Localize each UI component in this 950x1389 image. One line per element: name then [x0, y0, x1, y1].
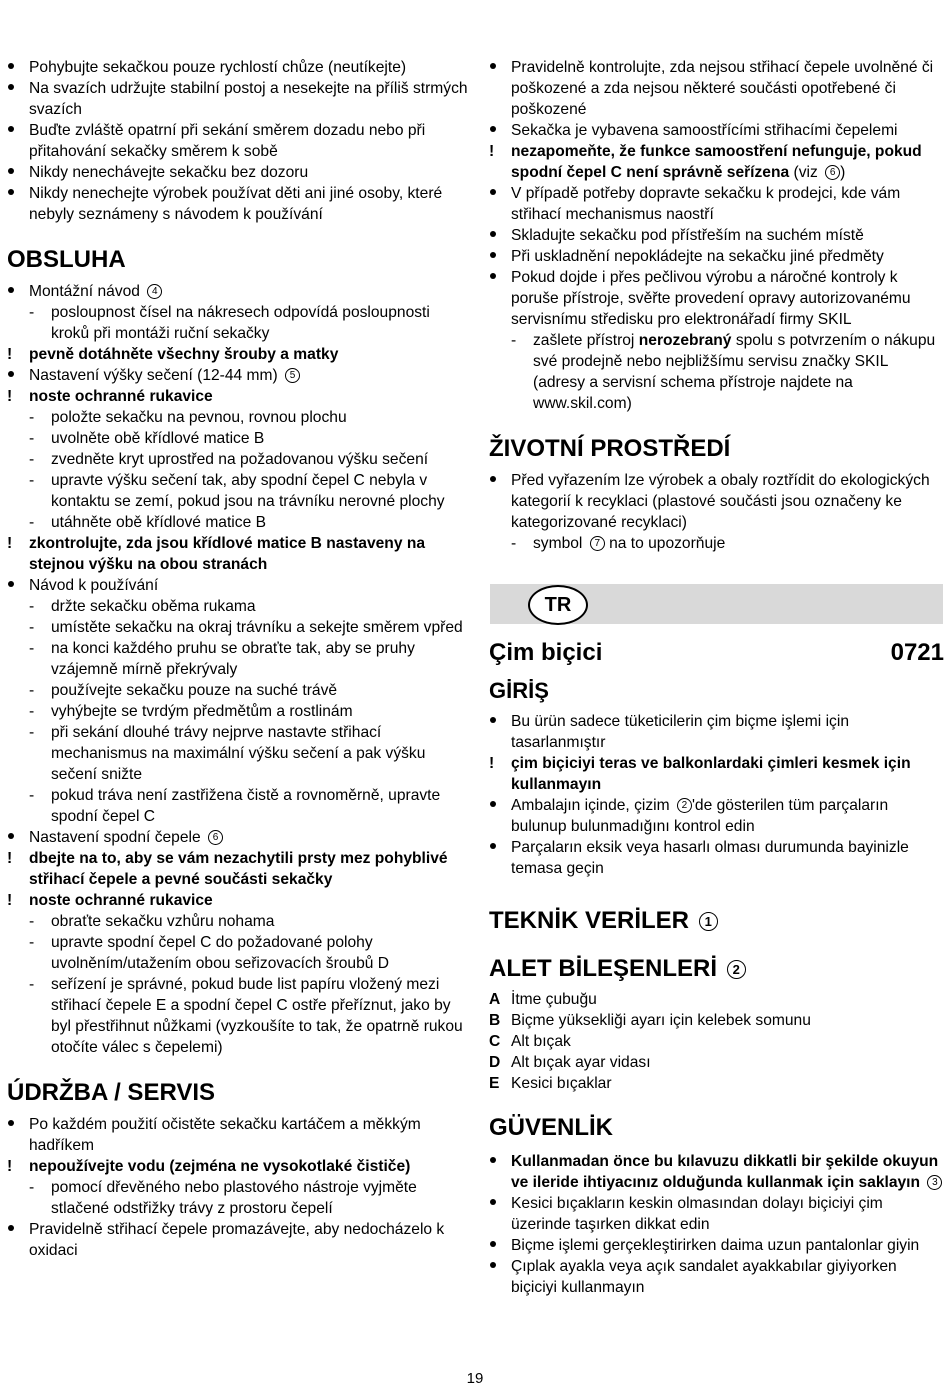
item-text: nerozebraný	[638, 332, 732, 349]
item-text: Ambalajın içinde, çizim	[511, 797, 670, 814]
dash-marker: -	[29, 409, 35, 426]
part-letter: C	[489, 1033, 501, 1050]
figure-ref-badge: 7	[590, 536, 605, 551]
dash-marker: -	[511, 535, 517, 552]
item-text: Před vyřazením lze výrobek a obaly roztřídit do ekologických kategorií k recyklaci (plastové součásti jsou označeny ke kategorizované recyklaci)	[511, 472, 930, 531]
left-column	[7, 57, 469, 1261]
bullet-marker	[7, 57, 29, 78]
item-text: utáhněte obě křídlové matice B	[51, 514, 266, 531]
figure-ref-badge: 6	[825, 165, 840, 180]
usage-steps-list	[7, 596, 469, 827]
list-subitem	[489, 533, 944, 554]
heading-text: TEKNİK VERİLER	[489, 907, 690, 934]
dash-marker: -	[29, 682, 35, 699]
warning-item	[7, 848, 469, 890]
list-subitem	[7, 470, 469, 512]
list-item	[7, 827, 469, 848]
item-text: položte sekačku na pevnou, rovnou plochu	[51, 409, 347, 426]
list-item	[489, 711, 944, 753]
item-text: Návod k používání	[29, 577, 159, 594]
item-text: Pravidelně střihací čepele promazávejte, aby nedocházelo k oxidaci	[29, 1221, 445, 1259]
list-subitem	[7, 617, 469, 638]
list-item	[489, 1256, 944, 1298]
list-item	[7, 1219, 469, 1261]
warning-item	[7, 890, 469, 911]
item-text: spolu s potvrzením o nákupu své prodejně nebo nejbližšímu servisu značky SKIL (adresy a servisní schema přístroje najdete na www.skil.com)	[533, 332, 936, 412]
item-text: 'de gösterilen tüm parçaların bulunup bulunmadığını kontrol edin	[511, 797, 889, 835]
part-letter: B	[489, 1012, 501, 1029]
item-text: Nikdy nenechejte výrobek používat děti ani jiné osoby, které nebyly seznámeny s návodem k používání	[29, 185, 443, 223]
item-text: při sekání dlouhé trávy nejprve nastavte střihací mechanismus na maximální výšku sečení a pak výšku sečení snižte	[51, 724, 426, 783]
warning-marker: !	[489, 755, 495, 772]
bullet-marker	[7, 78, 29, 99]
item-text: Nastavení spodní čepele	[29, 829, 201, 846]
list-item	[7, 120, 469, 162]
item-text: zkontrolujte, zda jsou křídlové matice B nastaveny na stejnou výšku na obou stranách	[29, 535, 426, 573]
warning-item	[7, 386, 469, 407]
bullet-marker	[7, 120, 29, 141]
item-text: dbejte na to, aby se vám nezachytili prsty mez pohyblivé střihací čepele a pevné součásti sekačky	[29, 850, 448, 888]
section-title-obsluha: OBSLUHA	[7, 246, 126, 273]
list-subitem	[7, 974, 469, 1058]
dash-marker: -	[29, 304, 35, 321]
list-item	[7, 57, 469, 78]
part-item	[489, 1031, 944, 1052]
list-item	[489, 1235, 944, 1256]
part-name: Alt bıçak	[511, 1033, 571, 1050]
item-text: Skladujte sekačku pod přístřeším na suchém místě	[511, 227, 864, 244]
item-text: Nastavení výšky sečení (12-44 mm)	[29, 367, 278, 384]
list-item	[7, 365, 469, 386]
bullet-marker	[7, 183, 29, 204]
warning-marker: !	[7, 1158, 13, 1175]
section-title-udrzba: ÚDRŽBA / SERVIS	[7, 1079, 216, 1106]
item-text: Çıplak ayakla veya açık sandalet ayakkabılar giyiyorken biçiciyi kullanmayın	[511, 1258, 897, 1296]
warning-item: ! nezapomeňte, že funkce samoostření nefunguje, pokud spodní čepel C není správně seřízena (viz 6 )	[489, 143, 922, 181]
dash-marker: -	[29, 514, 35, 531]
part-item	[489, 1010, 944, 1031]
list-subitem	[7, 722, 469, 785]
item-text: nepoužívejte vodu (zejména ne vysokotlaké čističe)	[29, 1158, 411, 1175]
item-text: Při uskladnění nepokládejte na sekačku jiné předměty	[511, 248, 884, 265]
item-text: Pokud dojde i přes pečlivou výrobu a náročné kontroly k poruše přístroje, svěřte provedení opravy autorizovanému servisnímu středisku pro elektronářadí firmy SKIL	[511, 269, 911, 328]
list-subitem	[7, 428, 469, 449]
item-text: nezapomeňte, že funkce samoostření nefunguje, pokud spodní čepel C není správně seřízena	[511, 143, 922, 181]
item-text: Na svazích udržujte stabilní postoj a nesekejte na příliš strmých svazích	[29, 80, 468, 118]
dash-marker: -	[29, 724, 35, 741]
figure-ref-badge: 1	[699, 912, 718, 931]
part-name: Biçme yüksekliği ayarı için kelebek somunu	[511, 1012, 811, 1029]
intro-bullet-list	[7, 57, 469, 225]
item-text: na konci každého pruhu se obraťte tak, aby se pruhy vzájemně mírně překrývaly	[51, 640, 415, 678]
list-subitem	[7, 407, 469, 428]
item-text: pokud tráva není zastřižena čistě a rovnoměrně, upravte spodní čepel C	[51, 787, 441, 825]
page-number: 19	[466, 1370, 484, 1387]
item-text: obraťte sekačku vzhůru nohama	[51, 913, 275, 930]
item-text: Kullanmadan önce bu kılavuzu dikkatli bir şekilde okuyun ve ileride ihtiyacınız olduğunda kullanmak için saklayın	[511, 1153, 939, 1191]
section-title-giris: GİRİŞ	[489, 678, 549, 703]
dash-marker: -	[29, 703, 35, 720]
list-item	[489, 267, 944, 330]
language-badge: TR	[528, 585, 588, 625]
figure-ref-badge: 2	[727, 960, 746, 979]
dash-marker: -	[29, 451, 35, 468]
figure-ref-badge: 4	[147, 284, 162, 299]
part-name: Alt bıçak ayar vidası	[511, 1054, 651, 1071]
part-item	[489, 1052, 944, 1073]
item-text: noste ochranné rukavice	[29, 388, 213, 405]
item-text: Bu ürün sadece tüketicilerin çim biçme işlemi için tasarlanmıştır	[511, 713, 849, 751]
item-text: Pohybujte sekačkou pouze rychlostí chůze (neutíkejte)	[29, 59, 407, 76]
list-item	[489, 795, 944, 837]
list-item	[7, 78, 469, 120]
list-subitem	[7, 449, 469, 470]
list-subitem	[7, 932, 469, 974]
part-letter: E	[489, 1075, 500, 1092]
list-subitem	[7, 701, 469, 722]
section-title-zivotni: ŽIVOTNÍ PROSTŘEDÍ	[489, 435, 731, 462]
dash-marker: -	[29, 976, 35, 993]
part-letter: D	[489, 1054, 501, 1071]
right-column	[489, 57, 944, 1298]
parts-list	[489, 989, 944, 1094]
list-item	[489, 1193, 944, 1235]
item-text: noste ochranné rukavice	[29, 892, 213, 909]
list-item	[7, 162, 469, 183]
dash-marker: -	[29, 640, 35, 657]
section-title-guvenlik: GÜVENLİK	[489, 1114, 614, 1141]
item-text: Nikdy nenechávejte sekačku bez dozoru	[29, 164, 309, 181]
warning-item	[489, 753, 944, 795]
item-text: posloupnost čísel na nákresech odpovídá posloupnosti kroků při montáži ruční sekačky	[51, 304, 430, 342]
item-text: na to upozorňuje	[609, 535, 726, 552]
list-item	[489, 837, 944, 879]
item-text: Biçme işlemi gerçekleştirirken daima uzun pantalonlar giyin	[511, 1237, 920, 1254]
item-text: Parçaların eksik veya hasarlı olması durumunda bayinizle temasa geçin	[511, 839, 909, 877]
product-title: Çim biçici	[489, 639, 603, 666]
dash-marker: -	[29, 619, 35, 636]
dash-marker: -	[29, 934, 35, 951]
product-title-row	[489, 639, 944, 667]
list-subitem	[7, 302, 469, 344]
list-item	[7, 1114, 469, 1156]
warning-marker: !	[7, 388, 13, 405]
item-text: pevně dotáhněte všechny šrouby a matky	[29, 346, 339, 363]
warning-item	[7, 1156, 469, 1177]
figure-ref-badge: 2	[677, 798, 692, 813]
list-item	[7, 575, 469, 596]
part-letter: A	[489, 991, 501, 1008]
part-item	[489, 1073, 944, 1094]
item-text: symbol	[533, 535, 583, 552]
language-band	[490, 584, 943, 624]
part-name: İtme çubuğu	[511, 991, 597, 1008]
product-model: 0721	[890, 639, 944, 666]
figure-ref-badge: 6	[208, 830, 223, 845]
warning-item	[7, 533, 469, 575]
list-item	[489, 57, 944, 120]
item-text: (viz	[793, 164, 818, 181]
item-text: používejte sekačku pouze na suché trávě	[51, 682, 338, 699]
figure-ref-badge: 3	[927, 1175, 942, 1190]
dash-marker: -	[29, 913, 35, 930]
height-steps-list	[7, 407, 469, 533]
item-text: Kesici bıçakların keskin olmasından dolayı biçiciyi çim üzerinde taşırken dikkat edin	[511, 1195, 883, 1233]
item-text: upravte spodní čepel C do požadované polohy uvolněním/utažením obou seřizovacích šroubů D	[51, 934, 390, 972]
dash-marker: -	[29, 787, 35, 804]
list-item	[7, 183, 469, 225]
item-text: upravte výšku sečení tak, aby spodní čepel C nebyla v kontaktu se zemí, pokud jsou na trávníku nerovné plochy	[51, 472, 445, 510]
warning-marker: !	[7, 346, 13, 363]
blade-steps-list	[7, 911, 469, 1058]
list-subitem	[7, 512, 469, 533]
list-item	[489, 183, 944, 225]
list-subitem	[7, 680, 469, 701]
part-name: Kesici bıçaklar	[511, 1075, 612, 1092]
warning-marker: !	[7, 850, 13, 867]
item-text: uvolněte obě křídlové matice B	[51, 430, 265, 447]
item-text: vyhýbejte se tvrdým předmětům a rostlinám	[51, 703, 353, 720]
list-subitem	[489, 330, 944, 414]
item-text: zvedněte kryt uprostřed na požadovanou výšku sečení	[51, 451, 429, 468]
list-item	[7, 281, 469, 302]
list-subitem	[7, 911, 469, 932]
item-text: Montážní návod	[29, 283, 140, 300]
list-item	[489, 225, 944, 246]
warning-marker: !	[7, 535, 13, 552]
item-text: umístěte sekačku na okraj trávníku a sekejte směrem vpřed	[51, 619, 463, 636]
section-title-alet	[489, 955, 944, 983]
bullet-marker	[7, 162, 29, 183]
list-item	[489, 120, 944, 141]
item-text: çim biçiciyi teras ve balkonlardaki çimleri kesmek için kullanmayın	[511, 755, 911, 793]
list-subitem	[7, 596, 469, 617]
warning-marker: !	[7, 892, 13, 909]
item-text: držte sekačku oběma rukama	[51, 598, 256, 615]
dash-marker: -	[29, 472, 35, 489]
dash-marker: -	[29, 1179, 35, 1196]
item-text: zašlete přístroj	[533, 332, 635, 349]
item-text: Buďte zvláště opatrní při sekání směrem dozadu nebo při přitahování sekačky směrem k sobě	[29, 122, 426, 160]
list-subitem	[7, 785, 469, 827]
list-subitem	[7, 1177, 469, 1219]
item-text: Pravidelně kontrolujte, zda nejsou střihací čepele uvolněné či poškozené a zda nejsou některé součásti opotřebené či poškozené	[511, 59, 934, 118]
list-item	[489, 246, 944, 267]
item-text: Po každém použití očistěte sekačku kartáčem a měkkým hadříkem	[29, 1116, 421, 1154]
part-item	[489, 989, 944, 1010]
item-text: seřízení je správné, pokud bude list papíru vložený mezi střihací čepele E a spodní čepel C ostře přeříznut, jako by byl přestřihnut nůžkami (vyzkoušíte to tak, že opatrně rukou otočíte válec s čepelemi)	[51, 976, 463, 1056]
item-text: pomocí dřevěného nebo plastového nástroje vyjměte stlačené odstřižky trávy z prostoru čepelí	[51, 1179, 417, 1217]
section-title-teknik	[489, 907, 944, 935]
warning-item	[7, 344, 469, 365]
list-item	[489, 1151, 944, 1193]
warning-marker: !	[489, 143, 495, 160]
item-text: V případě potřeby dopravte sekačku k prodejci, kde vám střihací mechanismus naostří	[511, 185, 901, 223]
item-text: Sekačka je vybavena samoostřícími střihacími čepelemi	[511, 122, 898, 139]
list-subitem	[7, 638, 469, 680]
heading-text: ALET BİLEŞENLERİ	[489, 955, 718, 982]
dash-marker: -	[511, 332, 517, 349]
list-item	[489, 470, 944, 533]
figure-ref-badge: 5	[285, 368, 300, 383]
dash-marker: -	[29, 430, 35, 447]
dash-marker: -	[29, 598, 35, 615]
